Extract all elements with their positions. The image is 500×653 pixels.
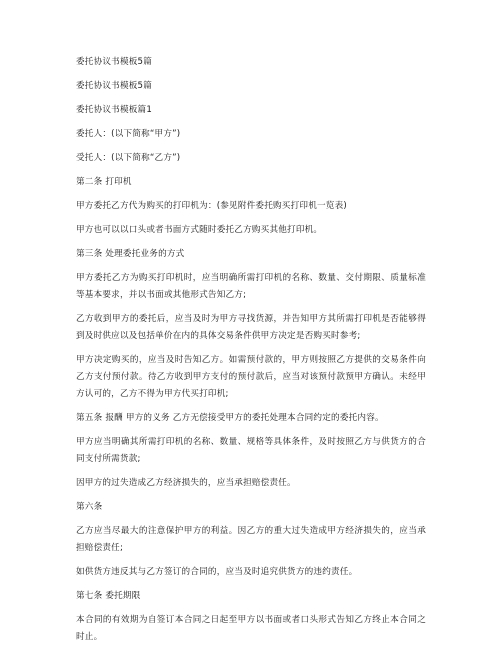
document-body — [76, 54, 426, 653]
article-7-heading: 第七条 委托期限 — [76, 591, 141, 601]
principal-line: 委托人：(以下简称“甲方”) — [76, 129, 181, 139]
paragraph: 如供货方违反其与乙方签订的合同的，应当及时追究供货方的违约责任。 — [76, 567, 358, 577]
paragraph: 乙方应当尽最大的注意保护甲方的利益。因乙方的重大过失造成甲方经济损失的，应当承担赔偿责任; — [76, 526, 426, 553]
paragraph: 甲方决定购买的，应当及时告知乙方。如需预付款的，甲方则按照乙方提供的交易条件向乙方支付预付款。待乙方收到甲方支付的预付款后，应当对该预付款预甲方确认。未经甲方认可的，乙方不得为甲方代买打印机; — [76, 355, 426, 399]
article-3-heading: 第三条 处理委托业务的方式 — [76, 249, 185, 259]
paragraph: 甲方也可以以口头或者书面方式随时委托乙方购买其他打印机。 — [76, 225, 323, 235]
paragraph: 因甲方的过失造成乙方经济损失的，应当承担赔偿责任。 — [76, 478, 296, 488]
agent-line: 受托人：(以下简称“乙方”) — [76, 153, 181, 163]
paragraph: 乙方收到甲方的委托后，应当及时为甲方寻找货源，并告知甲方其所需打印机是否能够得到及时供应以及包括单价在内的具体交易条件供甲方决定是否购买时参考; — [76, 314, 426, 341]
article-6-heading: 第六条 — [76, 502, 103, 512]
doc-subtitle: 委托协议书模板5篇 — [76, 81, 153, 91]
paragraph: 本合同的有效期为自签订本合同之日起至甲方以书面或者口头形式告知乙方终止本合同之时止。 — [76, 615, 426, 642]
article-2-heading: 第二条 打印机 — [76, 177, 132, 187]
paragraph: 甲方应当明确其所需打印机的名称、数量、规格等具体条件，及时按照乙方与供货方的合同支付所需货款; — [76, 437, 426, 464]
paragraph: 甲方委托乙方为购买打印机时，应当明确所需打印机的名称、数量、交付期限、质量标准等基本要求，并以书面或其他形式告知乙方; — [76, 273, 426, 300]
article-5-heading: 第五条 报酬 甲方的义务 乙方无偿接受甲方的委托处理本合同约定的委托内容。 — [76, 413, 384, 423]
doc-title: 委托协议书模板5篇 — [76, 57, 153, 67]
template-heading: 委托协议书模板篇1 — [76, 105, 153, 115]
paragraph: 甲方委托乙方代为购买的打印机为：(参见附件委托购买打印机一览表) — [76, 201, 347, 211]
